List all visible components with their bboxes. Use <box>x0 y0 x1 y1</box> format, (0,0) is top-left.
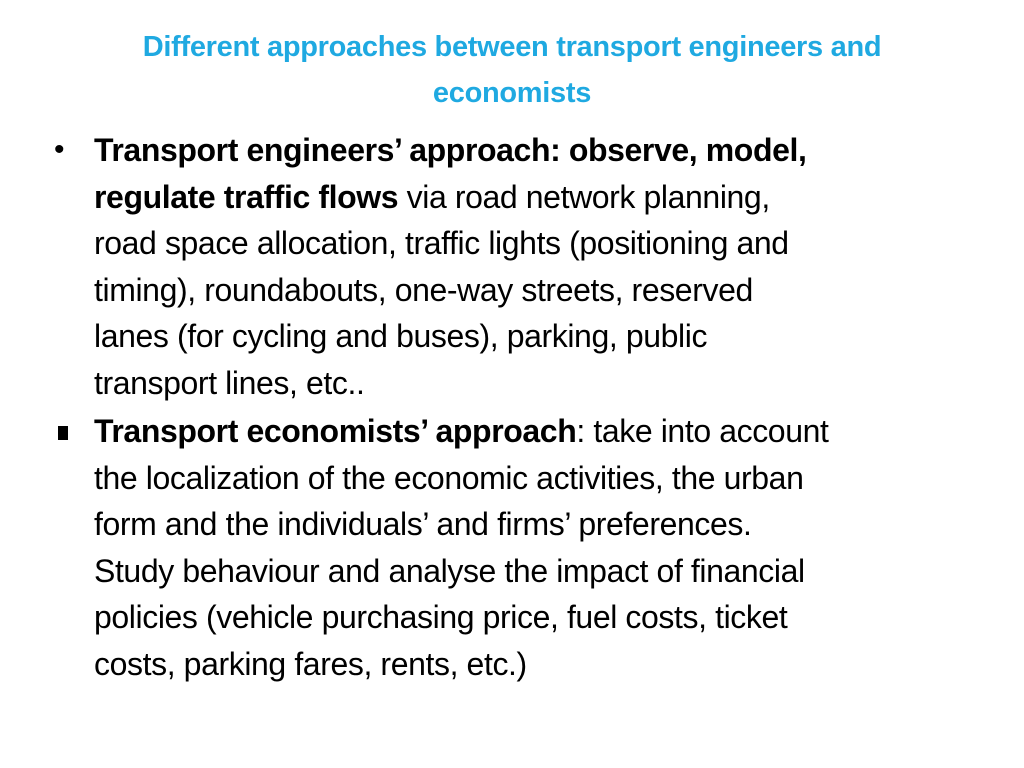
body-text: transport lines, etc.. <box>94 364 365 401</box>
body-text: timing), roundabouts, one-way streets, reserved <box>94 271 753 308</box>
slide-title-line-2: economists <box>432 77 592 109</box>
bullet-line <box>94 501 1002 548</box>
bullet-line <box>94 641 1002 688</box>
bold-text: Transport engineers’ approach: observe, model, <box>94 132 807 168</box>
bold-text: Transport economists’ approach <box>94 413 577 449</box>
body-text: Study behaviour and analyse the impact of financial <box>94 552 805 589</box>
slide-title-line-1: Different approaches between transport engineers and <box>142 31 882 63</box>
bullet-line <box>94 174 1002 221</box>
body-text: costs, parking fares, rents, etc.) <box>94 645 527 682</box>
body-text: road space allocation, traffic lights (positioning and <box>94 225 789 261</box>
bullet-line <box>94 408 1002 455</box>
bullet-line <box>94 313 1002 360</box>
bullet-line <box>94 220 1002 267</box>
body-text: policies (vehicle purchasing price, fuel costs, ticket <box>94 599 788 635</box>
body-text: : take into account <box>576 413 829 449</box>
body-text: lanes (for cycling and buses), parking, public <box>94 318 708 354</box>
bullet-economists-approach <box>52 408 1002 687</box>
bullet-line <box>94 594 1002 641</box>
bullet-line <box>94 360 1002 407</box>
body-text: form and the individuals’ and firms’ preferences. <box>94 506 752 542</box>
bullet-engineers-approach <box>52 127 1002 406</box>
bullet-dot-icon: • <box>54 133 65 166</box>
bullet-line <box>94 127 1002 174</box>
bullet-line <box>94 267 1002 314</box>
bullet-line <box>94 455 1002 502</box>
bold-text: regulate traffic flows <box>94 178 399 215</box>
bullet-line <box>94 548 1002 595</box>
bullet-list <box>52 127 1002 687</box>
bullet-square-icon <box>58 426 68 440</box>
body-text: via road network planning, <box>398 178 770 215</box>
body-text: the localization of the economic activities, the urban <box>94 459 804 496</box>
slide-title <box>40 24 984 116</box>
